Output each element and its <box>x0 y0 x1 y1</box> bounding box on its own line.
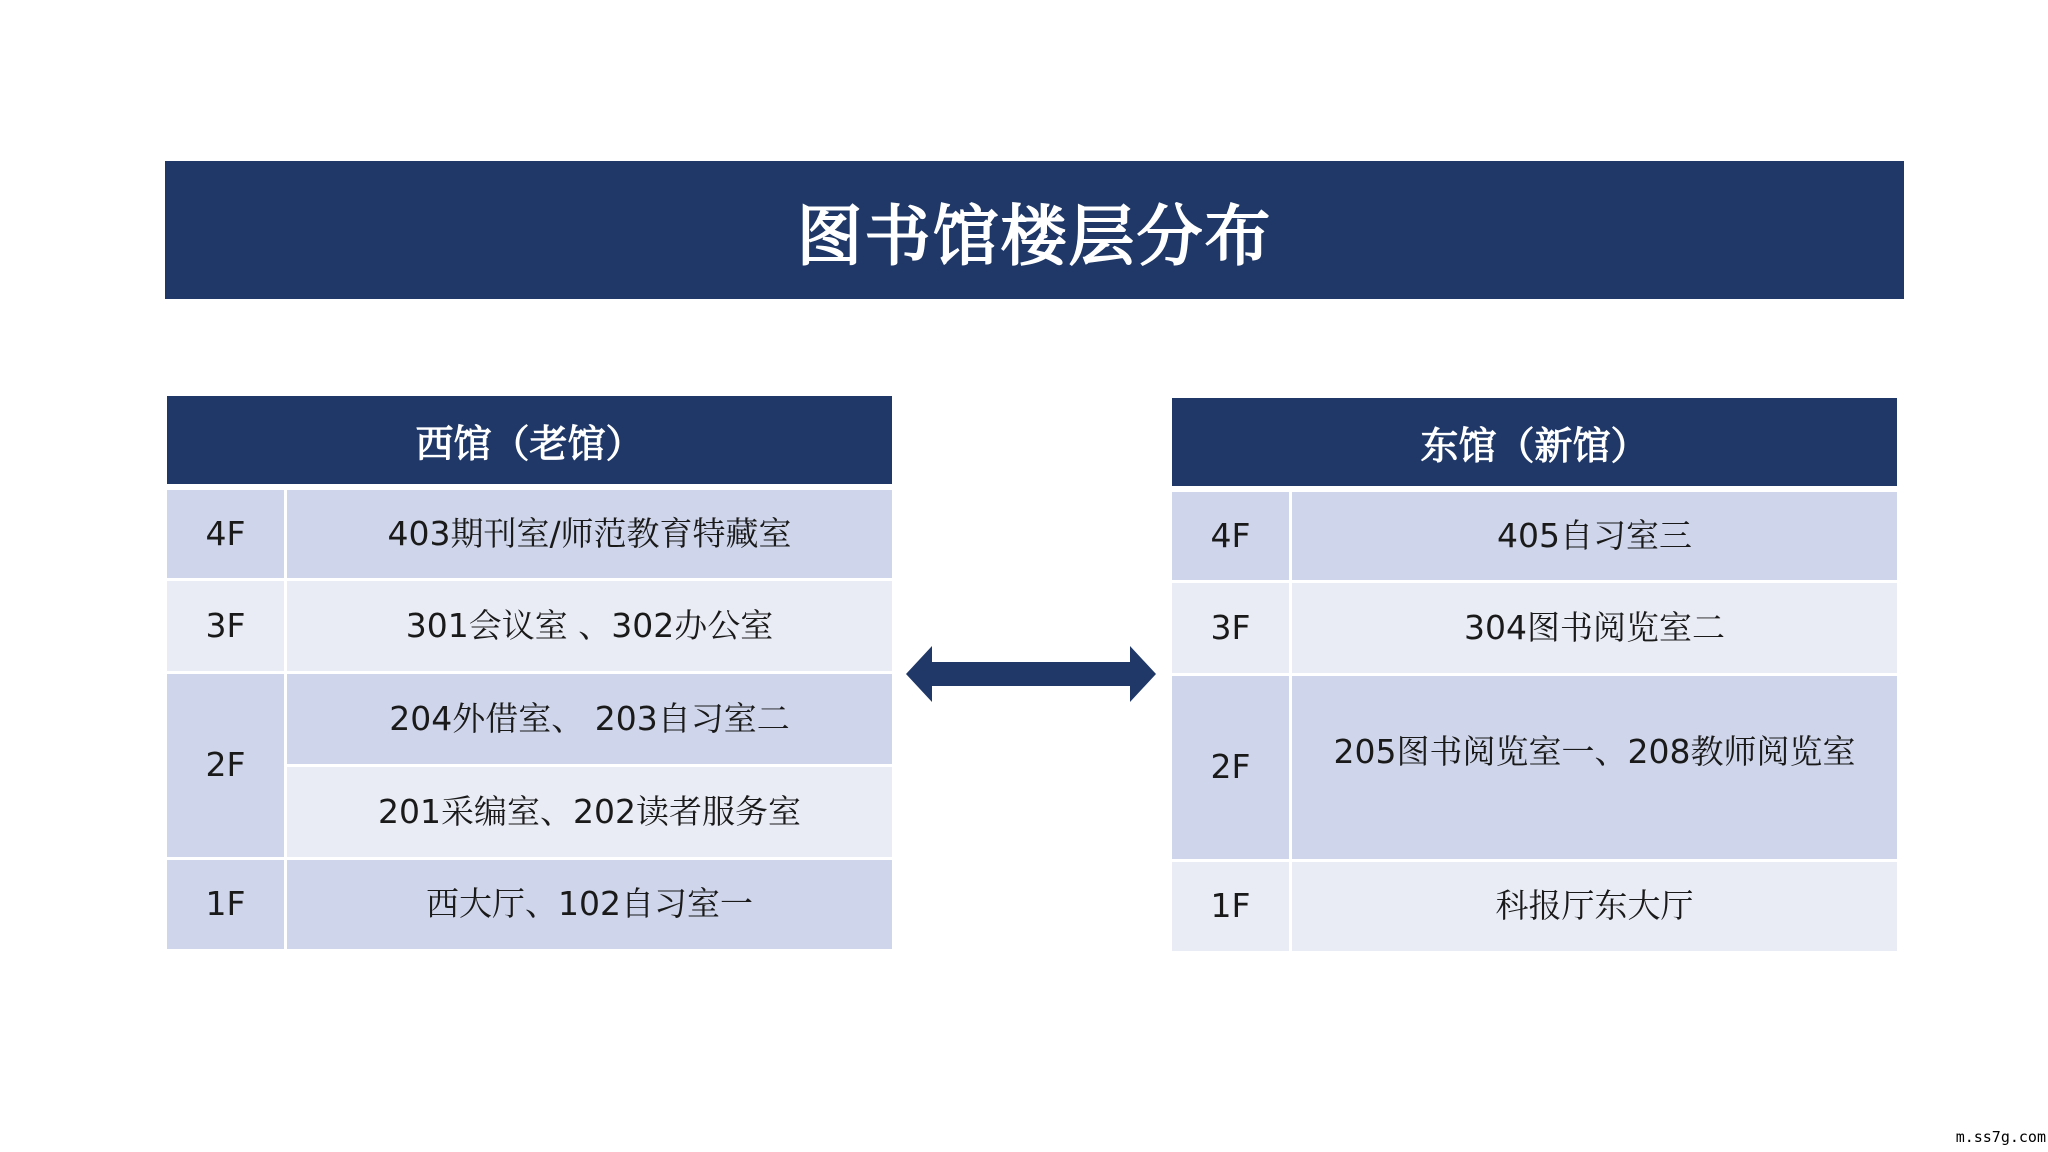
east-building-table <box>1172 398 1897 954</box>
floor-label: 1F <box>167 860 287 952</box>
floor-label: 4F <box>167 490 287 581</box>
room-cell: 科报厅东大厅 <box>1292 862 1897 954</box>
room-cell: 304图书阅览室二 <box>1292 583 1897 676</box>
page-title: 图书馆楼层分布 <box>165 161 1904 299</box>
room-cell: 405自习室三 <box>1292 492 1897 583</box>
east-table-header: 东馆（新馆） <box>1172 398 1897 492</box>
floor-label: 3F <box>1172 583 1292 676</box>
room-cell: 403期刊室/师范教育特藏室 <box>287 490 892 581</box>
room-cell: 301会议室 、302办公室 <box>287 581 892 674</box>
west-building-table <box>167 396 892 952</box>
floor-label: 1F <box>1172 862 1292 954</box>
floor-label: 2F <box>167 674 287 860</box>
room-cell: 204外借室、 203自习室二 <box>287 674 892 767</box>
floor-label: 4F <box>1172 492 1292 583</box>
west-table-header: 西馆（老馆） <box>167 396 892 490</box>
room-cell: 201采编室、202读者服务室 <box>287 767 892 860</box>
watermark: m.ss7g.com <box>1955 1128 2046 1146</box>
floor-label: 2F <box>1172 676 1292 862</box>
floor-label: 3F <box>167 581 287 674</box>
room-cell: 西大厅、102自习室一 <box>287 860 892 952</box>
double-arrow-icon <box>906 646 1156 702</box>
room-cell: 205图书阅览室一、208教师阅览室 <box>1292 676 1897 862</box>
